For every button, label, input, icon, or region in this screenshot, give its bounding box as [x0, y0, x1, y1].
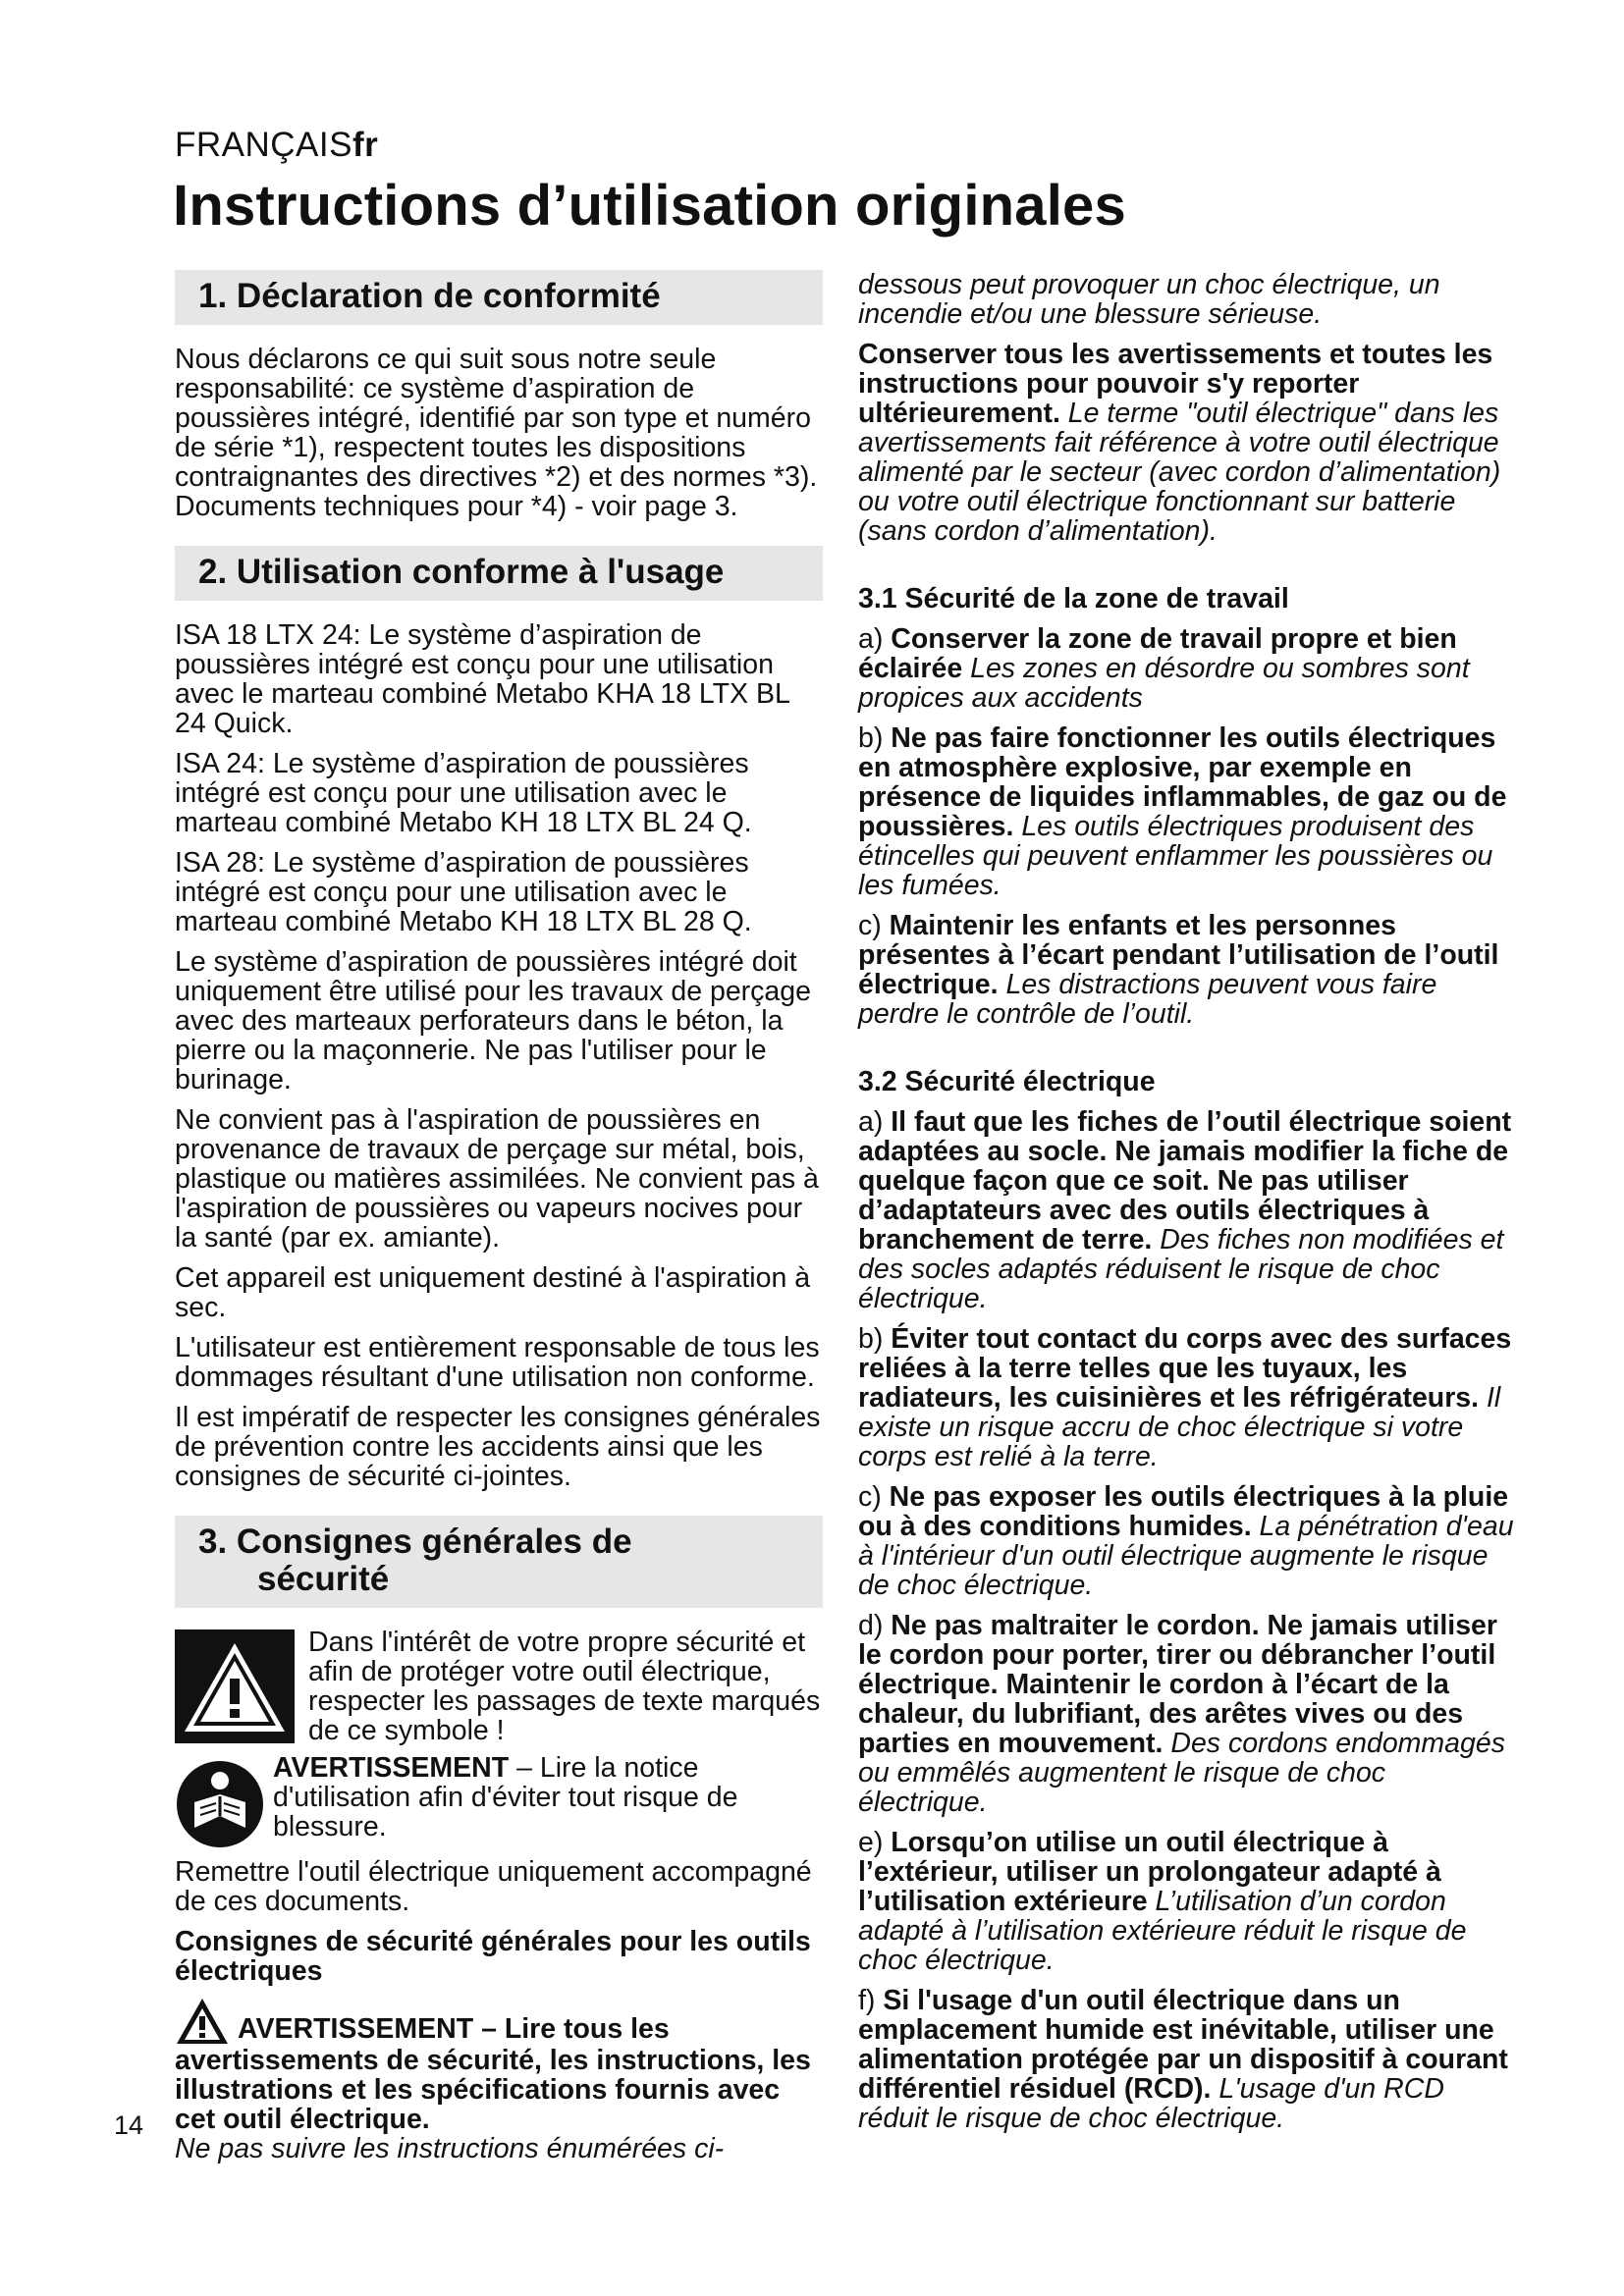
- read-manual-text: AVERTISSEMENT – Lire la notice d'utilisation afin d'éviter tout risque de blessure.: [273, 1752, 738, 1842]
- section-2-para-4: Le système d’aspiration de poussières intégré doit uniquement être utilisé pour les travaux de perçage avec des marteaux perforateurs dans le béton, la pierre ou la maçonnerie. Ne pas l'utiliser pour le burinage.: [175, 946, 811, 1095]
- section-3-heading: 3. Consignes générales de sécurité: [175, 1516, 823, 1608]
- warning-triangle-icon: [175, 1629, 295, 1743]
- general-safety-heading: Consignes de sécurité générales pour les outils électriques: [175, 1926, 811, 1987]
- warning-symbol-text: Dans l'intérêt de votre propre sécurité et afin de protéger votre outil électrique, respecter les passages de texte marqués de ce symbole !: [308, 1627, 821, 1746]
- section-2-para-6: Cet appareil est uniquement destiné à l'aspiration à sec.: [175, 1262, 811, 1323]
- section-2-heading: 2. Utilisation conforme à l'usage: [175, 546, 823, 601]
- section-3-1-heading: 3.1 Sécurité de la zone de travail: [858, 583, 1289, 614]
- read-manual-note: [175, 1753, 823, 1849]
- language-code: fr: [352, 126, 379, 164]
- section-3-2-a: a) Il faut que les fiches de l’outil électrique soient adaptées au socle. Ne jamais modifier la fiche de quelque façon que ce soit. Ne pas utiliser d’adaptateurs avec des outils électriques à branchement de terre. Des fiches non modifiées et des socles adaptés réduisent le risque de choc électrique.: [858, 1106, 1512, 1314]
- section-3-1-b: b) Ne pas faire fonctionner les outils électriques en atmosphère explosive, par exemple en présence de liquides inflammables, de gaz ou de poussières. Les outils électriques produisent des étincelles qui peuvent enflammer les poussières ou les fumées.: [858, 722, 1507, 901]
- left-column: [175, 270, 823, 2174]
- general-warning: AVERTISSEMENT – Lire tous les avertissements de sécurité, les instructions, les illustrations et les spécifications fournis avec cet outil électrique.: [175, 1997, 823, 2134]
- warning-triangle-icon: [175, 1997, 230, 2046]
- section-3-2-e: e) Lorsqu’on utilise un outil électrique à l’extérieur, utiliser un prolongateur adapté à l’utilisation extérieure L’utilisation d’un cordon adapté à l’utilisation extérieure réduit le risque de choc électrique.: [858, 1827, 1467, 1976]
- section-3-2-d: d) Ne pas maltraiter le cordon. Ne jamais utiliser le cordon pour porter, tirer ou débrancher l’outil électrique. Maintenir le cordon à l’écart de la chaleur, du lubrifiant, des arêtes vives ou des parties en mouvement. Des cordons endommagés ou emmêlés augmentent le risque de choc électrique.: [858, 1610, 1505, 1818]
- section-3-2-heading: 3.2 Sécurité électrique: [858, 1066, 1156, 1097]
- keep-instructions: Conserver tous les avertissements et toutes les instructions pour pouvoir s'y reporter ultérieurement. Le terme "outil électrique" dans les avertissements fait référence à votre outil électrique alimenté par le secteur (avec cordon d’alimentation) ou votre outil électrique fonctionnant sur batterie (sans cordon d’alimentation).: [858, 339, 1501, 547]
- section-2-para-3: ISA 28: Le système d’aspiration de poussières intégré est conçu pour une utilisation avec le marteau combiné Metabo KH 18 LTX BL 28 Q.: [175, 847, 752, 937]
- general-warning-italic-continued: dessous peut provoquer un choc électrique, un incendie et/ou une blessure sérieuse.: [858, 269, 1440, 330]
- page-number: 14: [114, 2110, 144, 2140]
- section-3-2-b: b) Éviter tout contact du corps avec des surfaces reliées à la terre telles que les tuyaux, les radiateurs, les cuisinières et les réfrigérateurs. Il existe un risque accru de choc électrique si votre corps est relié à la terre.: [858, 1323, 1512, 1472]
- section-3-2-f: f) Si l'usage d'un outil électrique dans un emplacement humide est inévitable, utiliser une alimentation protégée par un dispositif à courant différentiel résiduel (RCD). L'usage d'un RCD réduit le risque de choc électrique.: [858, 1985, 1508, 2134]
- page-title: Instructions d’utilisation originales: [173, 174, 1126, 238]
- language-label: FRANÇAISfr: [175, 126, 379, 164]
- section-1-text: Nous déclarons ce qui suit sous notre seule responsabilité: ce système d’aspiration de poussières intégré, identifié par son type et numéro de série *1), respectent toutes les dispositions contraignantes des directives *2) et des normes *3). Documents techniques pour *4) - voir page 3.: [175, 344, 818, 522]
- section-3-1-c: c) Maintenir les enfants et les personnes présentes à l’écart pendant l’utilisation de l’outil électrique. Les distractions peuvent vous faire perdre le contrôle de l’outil.: [858, 910, 1499, 1030]
- section-3-2-c: c) Ne pas exposer les outils électriques à la pluie ou à des conditions humides. La pénétration d'eau à l'intérieur d'un outil électrique augmente le risque de choc électrique.: [858, 1481, 1514, 1601]
- hand-over-text: Remettre l'outil électrique uniquement accompagné de ces documents.: [175, 1856, 812, 1917]
- read-manual-icon: [175, 1759, 265, 1849]
- section-2-para-2: ISA 24: Le système d’aspiration de poussières intégré est conçu pour une utilisation avec le marteau combiné Metabo KH 18 LTX BL 24 Q.: [175, 748, 752, 838]
- section-2-para-8: Il est impératif de respecter les consignes générales de prévention contre les accidents ainsi que les consignes de sécurité ci-jointes.: [175, 1402, 821, 1492]
- section-2-para-1: ISA 18 LTX 24: Le système d’aspiration de poussières intégré est conçu pour une utilisation avec le marteau combiné Metabo KHA 18 LTX BL 24 Quick.: [175, 619, 789, 739]
- section-2-para-7: L'utilisateur est entièrement responsable de tous les dommages résultant d'une utilisation non conforme.: [175, 1332, 820, 1393]
- section-2-para-5: Ne convient pas à l'aspiration de poussières en provenance de travaux de perçage sur métal, bois, plastique ou matières assimilées. Ne convient pas à l'aspiration de poussières ou vapeurs nocives pour la santé (par ex. amiante).: [175, 1104, 819, 1254]
- right-column: [858, 270, 1514, 2144]
- section-1-heading: 1. Déclaration de conformité: [175, 270, 823, 325]
- general-warning-italic-start: Ne pas suivre les instructions énumérées ci-: [175, 2133, 725, 2164]
- section-3-1-a: a) Conserver la zone de travail propre et bien éclairée Les zones en désordre ou sombres sont propices aux accidents: [858, 623, 1470, 714]
- warning-symbol-note: [175, 1628, 823, 1745]
